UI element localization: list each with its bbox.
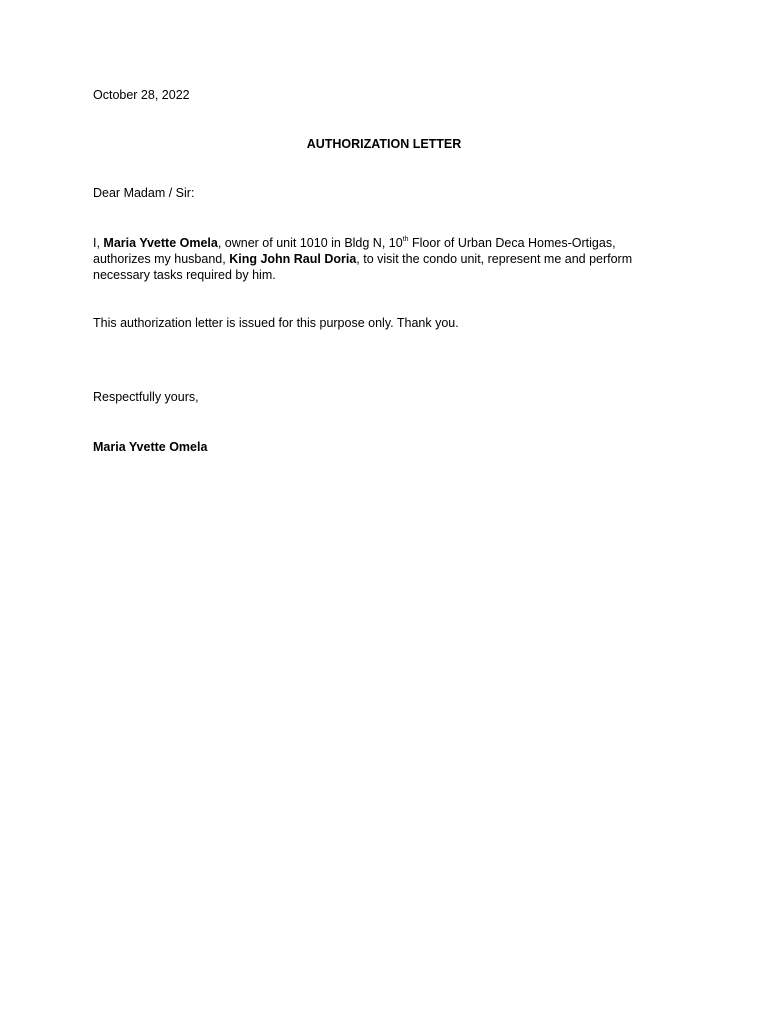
body-text: , to visit the condo unit, represent me and perform [356,252,633,266]
letter-greeting: Dear Madam / Sir: [93,186,195,200]
body-line-1 [93,235,683,251]
body-line-3: necessary tasks required by him. [93,268,276,282]
body-text: I, [93,236,104,250]
body-text: , owner of unit 1010 in Bldg N, 10 [217,236,403,250]
floor-ordinal-suffix: th [402,235,409,243]
letter-date: October 28, 2022 [93,88,190,102]
owner-name: Maria Yvette Omela [103,236,218,250]
letter-body [93,235,683,283]
letter-closing: Respectfully yours, [93,390,199,404]
authorized-name: King John Raul Doria [229,252,357,266]
body-text: authorizes my husband, [93,252,230,266]
letter-title: AUTHORIZATION LETTER [306,137,462,151]
signature-name: Maria Yvette Omela [93,440,208,454]
body-text: Floor of Urban Deca Homes-Ortigas, [408,236,616,250]
letter-purpose: This authorization letter is issued for this purpose only. Thank you. [93,316,459,330]
body-line-2 [93,251,683,267]
